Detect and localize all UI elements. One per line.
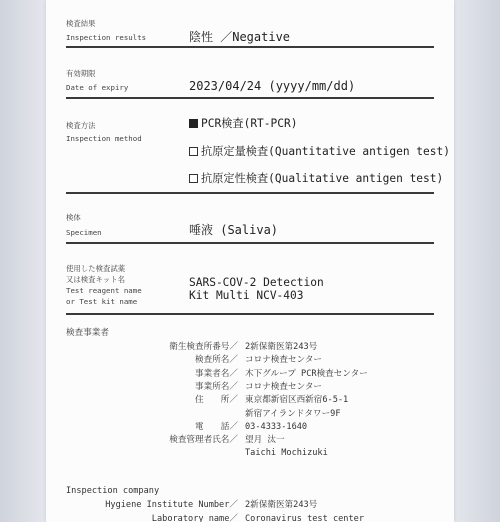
operator-field-key: 事業者名／ [195,368,238,379]
certificate-page [46,0,454,522]
operator-heading-jp: 検査事業者 [66,328,109,338]
operator-field-value: 2新保衛医第243号 [245,342,318,352]
operator-field-key: 検査管理者氏名／ [169,435,238,446]
operator-field-value: 03-4333-1640 [245,421,308,432]
reagent-label-jp: 使用した検査試薬 [66,264,126,273]
operator-field-key: 衛生検査所番号／ [169,342,238,352]
operator-field-key: 事業所名／ [195,381,238,392]
company-field-value: 2新保衛医第243号 [245,500,318,510]
operator-field-value: 木下グループ PCR検査センター [245,368,368,379]
reagent-value: SARS-COV-2 Detection [189,276,324,289]
reagent-label-en: Test reagent name [66,286,142,295]
specimen-label-en: Specimen [66,228,102,237]
company-field-key: Hygiene Institute Number／ [105,500,238,510]
divider [66,192,434,194]
operator-field-value: コロナ検査センター [245,355,323,366]
result-label-en: Inspection results [66,33,147,42]
result-label-jp: 検査結果 [66,19,96,28]
divider [66,242,434,244]
operator-field-value: コロナ検査センター [245,381,323,392]
method-label-jp: 検査方法 [66,121,96,130]
divider [66,46,434,48]
right-margin [454,0,500,522]
checked-box-icon [189,119,198,128]
reagent-label-en: or Test kit name [66,297,138,306]
operator-field-key: 住 所／ [195,395,238,406]
specimen-value: 唾液 (Saliva) [189,223,279,237]
expiry-value: 2023/04/24 (yyyy/mm/dd) [189,79,356,93]
operator-field-value: 新宿アイランドタワー9F [245,408,341,419]
company-field-value: Coronavirus test center [245,514,364,522]
result-value: 陰性 ／Negative [189,30,291,44]
operator-heading-en: Inspection company [66,486,160,496]
reagent-label-jp: 又は検査キット名 [66,275,125,284]
expiry-label-en: Date of expiry [66,83,129,92]
method-label-en: Inspection method [66,134,142,143]
left-margin [0,0,46,522]
divider [66,97,434,99]
unchecked-box-icon [189,174,198,183]
operator-field-value: 望月 汰一 [245,435,285,446]
operator-field-key: 検査所名／ [195,355,238,366]
divider [66,313,434,315]
unchecked-box-icon [189,147,198,156]
operator-field-value: Taichi Mochizuki [245,448,328,459]
company-field-key: Laboratory name／ [151,514,238,522]
operator-field-key: 電 話／ [195,421,238,432]
operator-field-value: 東京都新宿区西新宿6-5-1 [245,395,349,406]
method-option: PCR検査(RT-PCR) [189,116,297,132]
method-option: 抗原定量検査(Quantitative antigen test) [189,144,450,160]
expiry-label-jp: 有効期限 [66,69,96,78]
method-option: 抗原定性検査(Qualitative antigen test) [189,171,443,187]
specimen-label-jp: 検体 [66,213,81,222]
reagent-value: Kit Multi NCV-403 [189,289,304,302]
